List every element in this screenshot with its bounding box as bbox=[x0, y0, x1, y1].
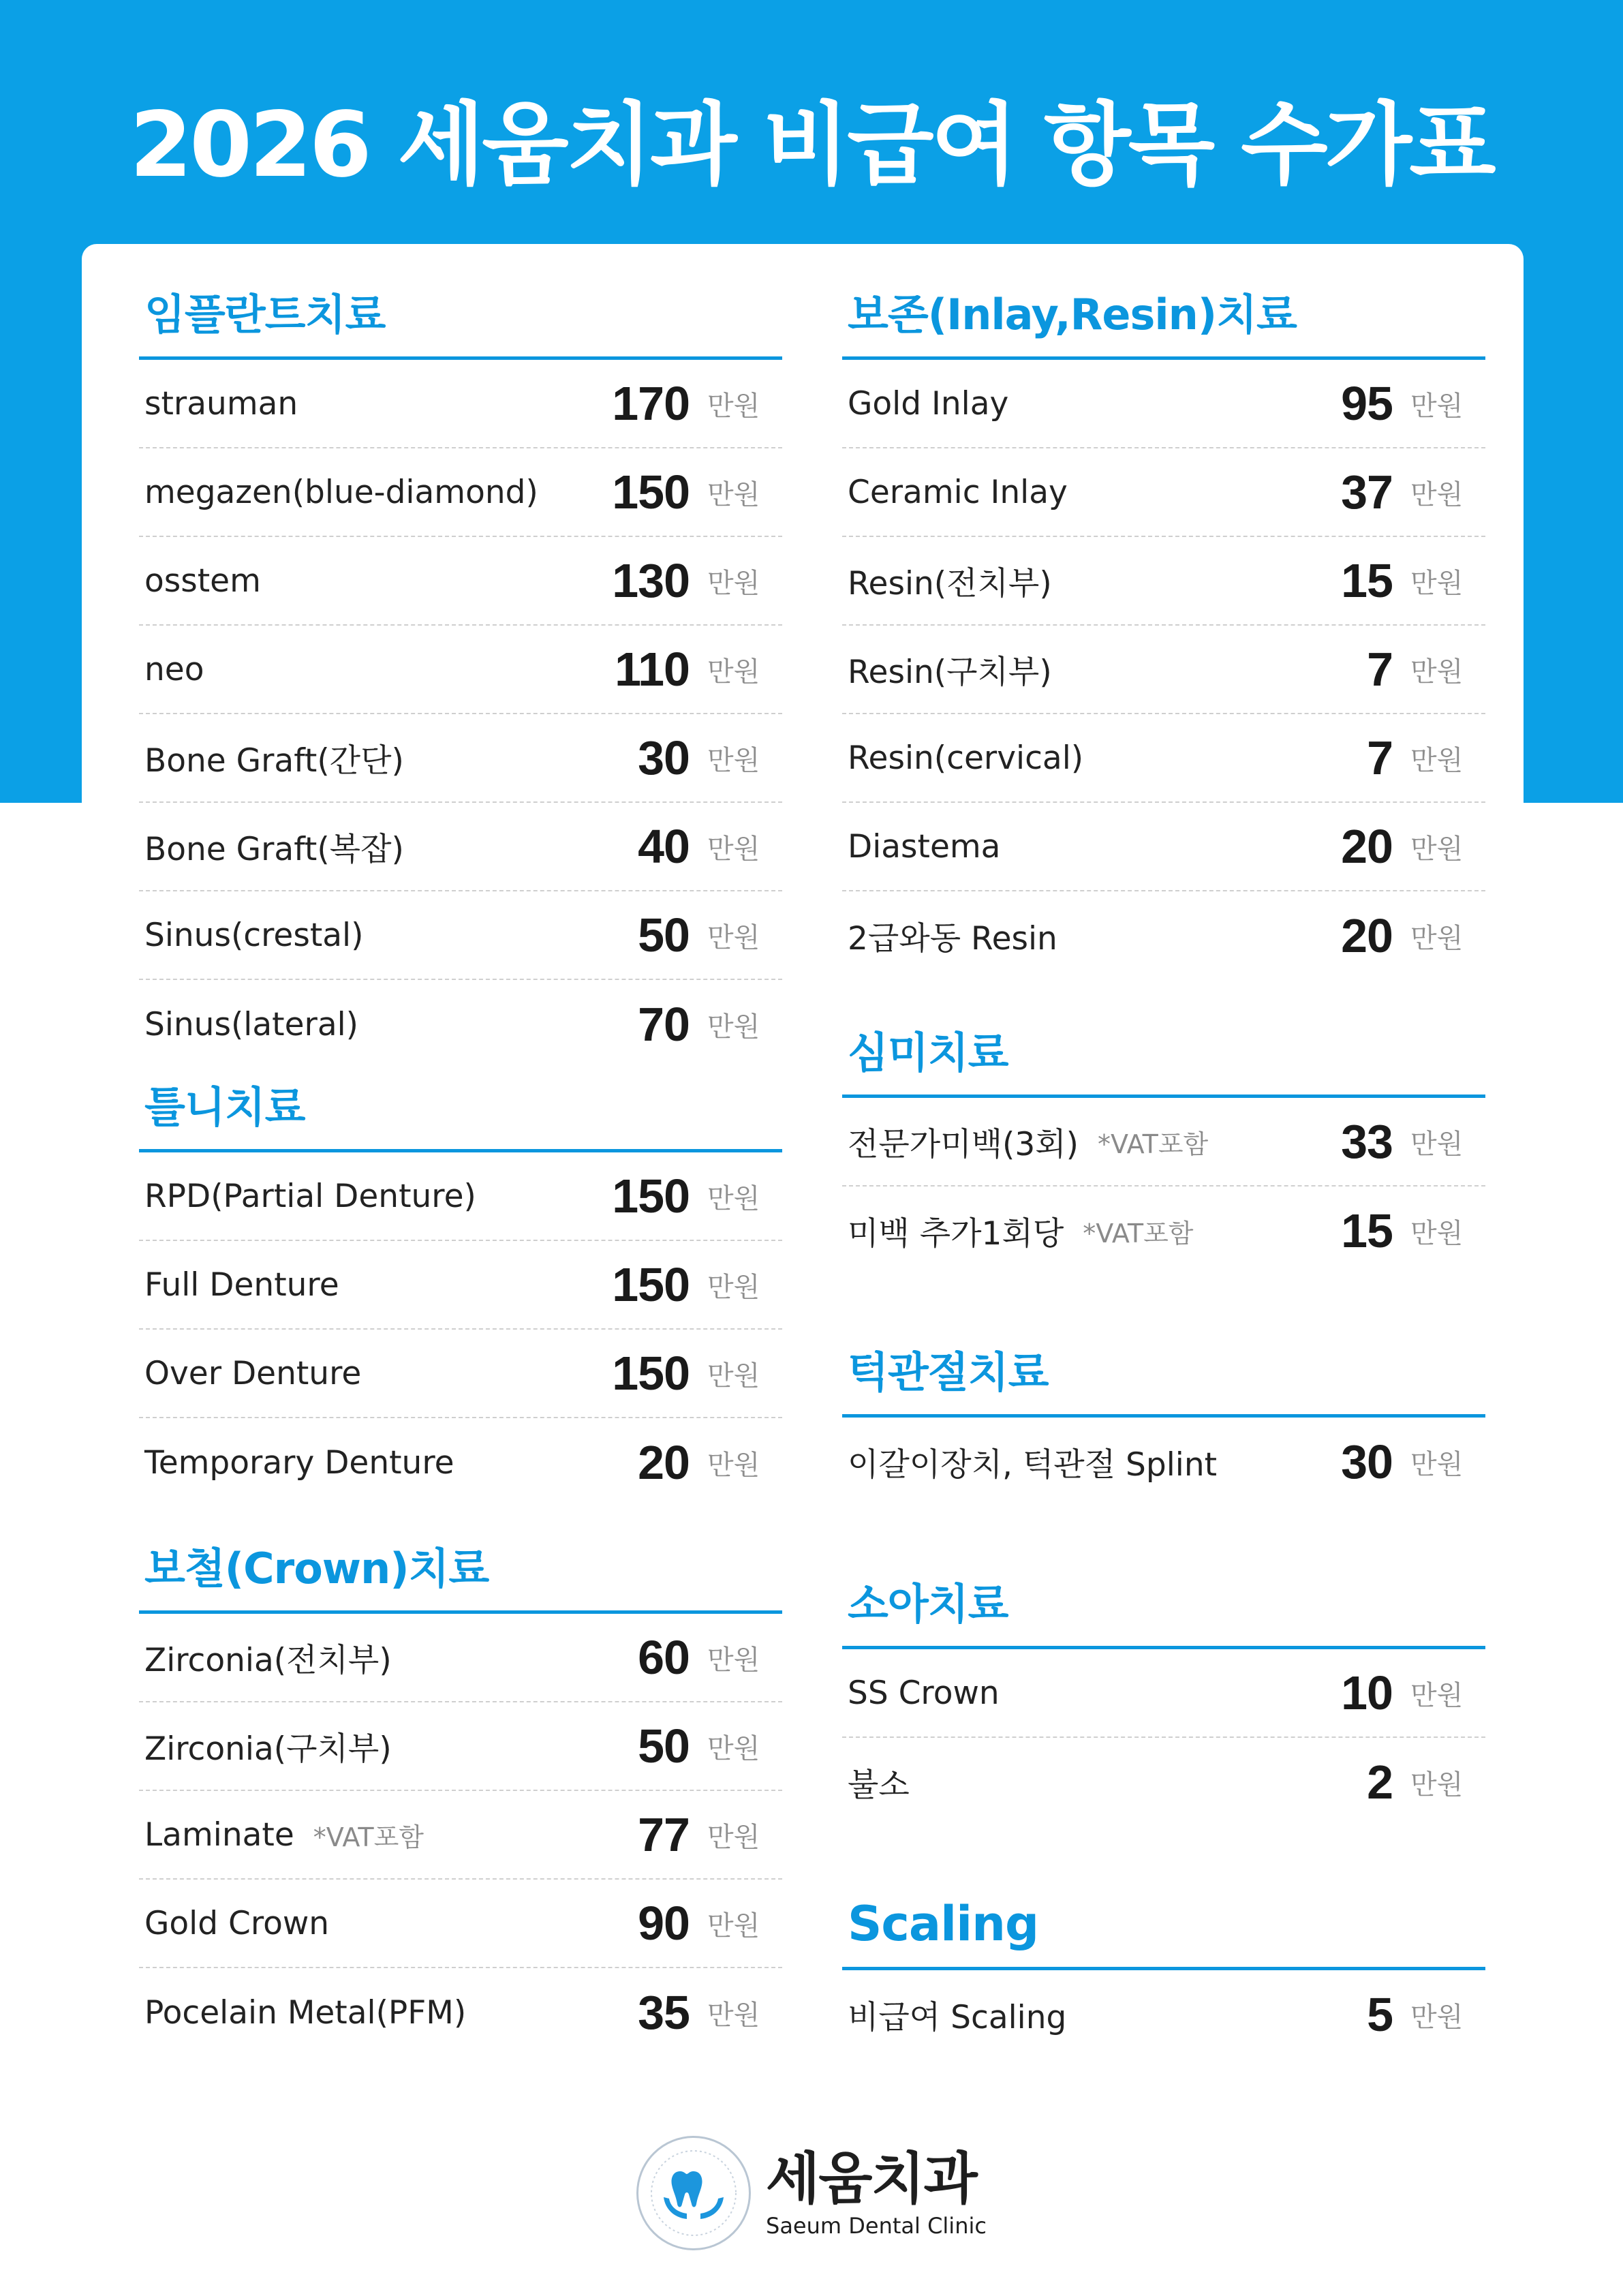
item-price: 150 bbox=[612, 1347, 690, 1400]
item-name: Zirconia(전치부) bbox=[144, 1641, 392, 1679]
item-price: 77 bbox=[638, 1808, 690, 1861]
price-unit: 만원 bbox=[707, 1449, 760, 1481]
item-name: osstem bbox=[144, 562, 261, 600]
price-unit: 만원 bbox=[707, 390, 760, 422]
section-tmj bbox=[842, 1329, 1485, 1506]
price-unit: 만원 bbox=[1410, 744, 1464, 776]
item-name: Laminate bbox=[144, 1816, 294, 1854]
section-restorative bbox=[842, 271, 1485, 980]
item-price: 110 bbox=[615, 643, 690, 696]
price-row bbox=[842, 360, 1485, 448]
section-title: 보존(Inlay,Resin)치료 bbox=[842, 271, 1485, 360]
price-unit: 만원 bbox=[707, 744, 760, 776]
tooth-hands-icon bbox=[636, 2136, 751, 2250]
vat-note: *VAT포함 bbox=[1098, 1129, 1209, 1159]
item-name: Full Denture bbox=[144, 1266, 339, 1304]
item-price: 37 bbox=[1341, 465, 1393, 519]
price-unit: 만원 bbox=[1410, 1448, 1464, 1480]
item-name: Bone Graft(복잡) bbox=[144, 830, 404, 868]
price-row bbox=[842, 1187, 1485, 1275]
item-price: 15 bbox=[1341, 1204, 1393, 1257]
item-name: megazen(blue-diamond) bbox=[144, 473, 538, 511]
price-row bbox=[139, 980, 782, 1069]
price-unit: 만원 bbox=[707, 1182, 760, 1214]
price-row bbox=[842, 1098, 1485, 1187]
item-price: 50 bbox=[638, 1719, 690, 1773]
price-unit: 만원 bbox=[1410, 1128, 1464, 1160]
price-unit: 만원 bbox=[707, 1360, 760, 1392]
item-name: Diastema bbox=[848, 827, 1001, 866]
item-name: 미백 추가1회당 bbox=[848, 1214, 1064, 1253]
price-unit: 만원 bbox=[1410, 478, 1464, 510]
item-name: 불소 bbox=[848, 1766, 910, 1804]
item-price: 150 bbox=[612, 1258, 690, 1311]
item-name: Ceramic Inlay bbox=[848, 473, 1068, 511]
item-price: 40 bbox=[638, 820, 690, 873]
price-row bbox=[139, 1241, 782, 1330]
price-unit: 만원 bbox=[707, 478, 760, 510]
section-denture bbox=[139, 1064, 782, 1507]
item-price: 20 bbox=[1341, 820, 1393, 873]
item-name: Sinus(crestal) bbox=[144, 916, 364, 954]
item-price: 150 bbox=[612, 465, 690, 519]
item-price: 7 bbox=[1367, 731, 1393, 784]
item-price: 150 bbox=[612, 1169, 690, 1223]
item-name: Gold Inlay bbox=[848, 384, 1009, 423]
item-name: 비급여 Scaling bbox=[848, 1998, 1067, 2036]
item-price: 20 bbox=[638, 1436, 690, 1489]
item-price: 5 bbox=[1367, 1988, 1393, 2041]
section-pediatric bbox=[842, 1561, 1485, 1826]
price-unit: 만원 bbox=[707, 1910, 760, 1942]
section-title: 심미치료 bbox=[842, 1009, 1485, 1098]
price-row bbox=[842, 1970, 1485, 2059]
price-row bbox=[842, 626, 1485, 714]
price-row bbox=[139, 360, 782, 448]
item-name: Sinus(lateral) bbox=[144, 1005, 359, 1043]
price-row bbox=[139, 448, 782, 537]
clinic-name-en: Saeum Dental Clinic bbox=[766, 2213, 987, 2239]
item-name: 2급와동 Resin bbox=[848, 919, 1057, 958]
item-name: Resin(cervical) bbox=[848, 739, 1084, 777]
item-price: 95 bbox=[1341, 377, 1393, 430]
vat-note: *VAT포함 bbox=[1083, 1218, 1194, 1249]
price-row bbox=[842, 448, 1485, 537]
section-title: 소아치료 bbox=[842, 1561, 1485, 1649]
item-price: 33 bbox=[1341, 1115, 1393, 1168]
price-unit: 만원 bbox=[1410, 567, 1464, 599]
clinic-logo bbox=[636, 2132, 991, 2254]
price-row bbox=[139, 1152, 782, 1241]
price-unit: 만원 bbox=[1410, 1217, 1464, 1249]
item-price: 130 bbox=[612, 554, 690, 607]
price-row bbox=[842, 714, 1485, 803]
section-title: Scaling bbox=[842, 1882, 1485, 1970]
item-price: 15 bbox=[1341, 554, 1393, 607]
item-name: Pocelain Metal(PFM) bbox=[144, 1993, 467, 2032]
section-implant bbox=[139, 271, 782, 1069]
price-unit: 만원 bbox=[1410, 1679, 1464, 1711]
item-price: 90 bbox=[638, 1897, 690, 1950]
price-row bbox=[842, 891, 1485, 980]
section-title: 틀니치료 bbox=[139, 1064, 782, 1152]
price-unit: 만원 bbox=[707, 1732, 760, 1764]
item-price: 50 bbox=[638, 908, 690, 962]
section-cosmetic bbox=[842, 1009, 1485, 1275]
section-crown bbox=[139, 1525, 782, 2057]
price-row bbox=[842, 537, 1485, 626]
price-unit: 만원 bbox=[1410, 833, 1464, 865]
item-price: 30 bbox=[638, 731, 690, 784]
vat-note: *VAT포함 bbox=[313, 1822, 424, 1852]
item-name: Over Denture bbox=[144, 1354, 362, 1392]
price-unit: 만원 bbox=[1410, 656, 1464, 688]
price-row bbox=[139, 1330, 782, 1418]
price-unit: 만원 bbox=[707, 833, 760, 865]
item-price: 2 bbox=[1367, 1756, 1393, 1809]
price-unit: 만원 bbox=[707, 567, 760, 599]
item-name: Temporary Denture bbox=[144, 1443, 454, 1482]
item-name: Zirconia(구치부) bbox=[144, 1730, 392, 1768]
price-card bbox=[82, 244, 1524, 2118]
price-unit: 만원 bbox=[707, 1999, 760, 2031]
price-row bbox=[139, 1880, 782, 1968]
item-name: Bone Graft(간단) bbox=[144, 741, 404, 780]
price-unit: 만원 bbox=[707, 1011, 760, 1043]
price-row bbox=[842, 1649, 1485, 1738]
item-price: 170 bbox=[612, 377, 690, 430]
price-unit: 만원 bbox=[707, 1821, 760, 1853]
item-price: 10 bbox=[1341, 1666, 1393, 1719]
section-title: 임플란트치료 bbox=[139, 271, 782, 360]
item-name: Gold Crown bbox=[144, 1904, 330, 1942]
price-row bbox=[139, 1968, 782, 2057]
item-name: Resin(구치부) bbox=[848, 653, 1052, 691]
price-row bbox=[842, 803, 1485, 891]
item-price: 35 bbox=[638, 1986, 690, 2039]
section-title: 턱관절치료 bbox=[842, 1329, 1485, 1418]
item-price: 70 bbox=[638, 998, 690, 1051]
item-name: 전문가미백(3회) bbox=[848, 1125, 1079, 1163]
price-unit: 만원 bbox=[1410, 1769, 1464, 1801]
item-price: 7 bbox=[1367, 643, 1393, 696]
price-row bbox=[139, 803, 782, 891]
section-scaling bbox=[842, 1882, 1485, 2059]
price-row bbox=[139, 537, 782, 626]
price-unit: 만원 bbox=[707, 656, 760, 688]
price-row bbox=[139, 1614, 782, 1702]
price-row bbox=[139, 1791, 782, 1880]
price-unit: 만원 bbox=[707, 1644, 760, 1676]
price-row bbox=[139, 714, 782, 803]
price-row bbox=[139, 626, 782, 714]
price-row bbox=[842, 1418, 1485, 1506]
price-unit: 만원 bbox=[707, 921, 760, 953]
price-row bbox=[139, 1702, 782, 1791]
item-name: Resin(전치부) bbox=[848, 564, 1052, 602]
price-unit: 만원 bbox=[1410, 922, 1464, 954]
clinic-name: 세움치과 bbox=[766, 2147, 976, 2211]
section-title: 보철(Crown)치료 bbox=[139, 1525, 782, 1614]
price-unit: 만원 bbox=[707, 1271, 760, 1303]
price-row bbox=[139, 891, 782, 980]
price-unit: 만원 bbox=[1410, 390, 1464, 422]
item-name: RPD(Partial Denture) bbox=[144, 1177, 476, 1215]
page-title: 2026 세움치과 비급여 항목 수가표 bbox=[129, 93, 1494, 198]
price-row bbox=[842, 1738, 1485, 1826]
item-name: 이갈이장치, 턱관절 Splint bbox=[848, 1445, 1218, 1484]
item-name: neo bbox=[144, 650, 204, 688]
item-price: 60 bbox=[638, 1631, 690, 1684]
item-price: 30 bbox=[1341, 1435, 1393, 1488]
item-name: strauman bbox=[144, 384, 298, 423]
item-name: SS Crown bbox=[848, 1674, 1000, 1712]
item-price: 20 bbox=[1341, 909, 1393, 962]
price-unit: 만원 bbox=[1410, 2001, 1464, 2033]
price-row bbox=[139, 1418, 782, 1507]
